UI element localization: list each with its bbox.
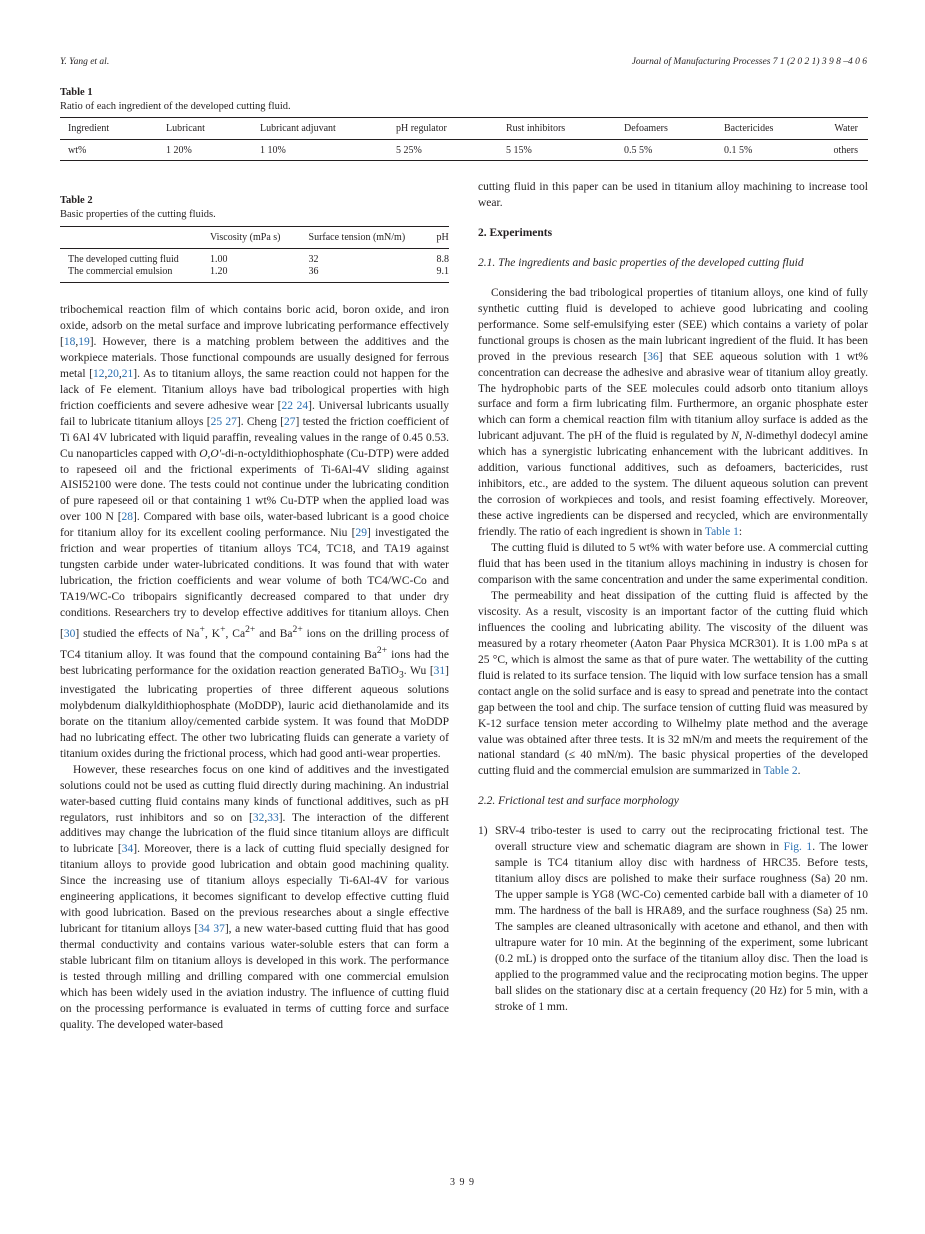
- subsection-heading: 2.2. Frictional test and surface morphology: [478, 795, 679, 808]
- citation-link[interactable]: 21: [121, 367, 134, 380]
- table1-cell: wt%: [68, 144, 87, 156]
- table2-cell: 8.8: [436, 253, 449, 265]
- left-column: [60, 303, 449, 1034]
- table-row: [60, 266, 449, 283]
- table1-cell: 5 15%: [506, 144, 532, 156]
- table1-caption: [60, 86, 291, 114]
- table2-cell: 32: [308, 253, 319, 265]
- table1-header: Lubricant: [158, 118, 252, 140]
- table1-link[interactable]: Table 1: [704, 526, 739, 539]
- table1-cell: 0.5 5%: [624, 144, 653, 156]
- citation-link[interactable]: 32: [252, 811, 265, 824]
- table1-cell: others: [833, 144, 858, 156]
- citation-link[interactable]: 34: [121, 843, 134, 856]
- table2: [60, 226, 449, 283]
- table2-header: [60, 227, 202, 249]
- citation-link[interactable]: 33: [267, 811, 279, 824]
- table1-cell: 5 25%: [396, 144, 422, 156]
- table-row: [60, 140, 868, 161]
- page-number: 3 9 9: [450, 1177, 475, 1188]
- citation-link[interactable]: 29: [355, 527, 368, 540]
- table2-header: Viscosity (mPa s): [202, 227, 301, 249]
- list-item: [478, 824, 868, 1015]
- running-header-journal: Journal of Manufacturing Processes 7 1 (2 0 2 1) 3 9 8 –4 0 6: [631, 57, 867, 67]
- table2-cell: 1.20: [209, 266, 228, 278]
- citation-link[interactable]: 25 27: [210, 415, 237, 428]
- table1-header: Ingredient: [60, 118, 158, 140]
- table1-header-row: [60, 118, 868, 140]
- citation-link[interactable]: 27: [284, 415, 296, 428]
- table2-cell: 9.1: [436, 266, 449, 278]
- running-header-authors: Y. Yang et al.: [60, 57, 110, 67]
- table1-caption-text: Ratio of each ingredient of the developed cutting fluid.: [60, 101, 291, 112]
- citation-link[interactable]: 19: [78, 335, 90, 348]
- paragraph: The cutting fluid is diluted to 5 wt% with water before use. A commercial cutting fluid that has been used in the titanium alloys machining in industry is chosen for comparison with the same concentration and under the same experimental condition.: [478, 542, 868, 586]
- paragraph: Considering the bad tribological properties of titanium alloys, one kind of fully synthetic cutting fluid is developed to achieve good lubricating and cooling performance. Some self-emulsifying ester (SEE) which contains a variety of polar functional groups is chosen as the main lubricant ingredient of the fluid. It has been proved in the previous research [36] that SEE aqueous solution with 1 wt% concentration can decrease the adhesive and abrasive wear of titanium alloy greatly. The hydrophobic parts of the SEE molecules could adsorb onto titanium alloys surface and form a firm lubricating film. Furthermore, an organic phosphate ester which can form a chemical reaction film with titanium alloy surface is added as the lubricant adjuvant. The pH of the fluid is regulated by N, N-dimethyl dodecyl amine which has a synergistic lubricating enhancement with the lubricant additives. In addition, various functional additives, such as defoamers, bactericides, rust inhibitors, etc., are added to the system. The diluent aqueous solution can prevent the corrosion of workpieces and tools, and resist foaming effectively. Moreover, these active ingredients can be dispersed and recycled, which are environmentally friendly. The ratio of each ingredient is shown in Table 1:: [478, 286, 869, 539]
- citation-link[interactable]: 34 37: [198, 923, 225, 936]
- citation-link[interactable]: 31: [433, 664, 446, 677]
- table1: [60, 117, 868, 161]
- table2-header: pH: [429, 227, 450, 249]
- table1-header: Lubricant adjuvant: [252, 118, 388, 140]
- table2-link[interactable]: Table 2: [763, 765, 798, 778]
- table2-header-row: [60, 227, 449, 249]
- figure1-link[interactable]: Fig. 1: [783, 841, 813, 854]
- table1-cell: 1 20%: [166, 144, 192, 156]
- citation-link[interactable]: 18: [63, 335, 76, 348]
- citation-link[interactable]: 12: [93, 367, 105, 380]
- table1-header: Bactericides: [716, 118, 824, 140]
- list-number: 1): [478, 825, 488, 838]
- table1-cell: 0.1 5%: [724, 144, 753, 156]
- citation-link[interactable]: 36: [647, 350, 659, 363]
- paragraph: The permeability and heat dissipation of the cutting fluid is affected by the viscosity. As a result, viscosity is an important factor of the cutting fluid which influences the cooling and lubricating ability. The viscosity of the diluent was measured by a rotary rheometer (Aaton Paar Physica MCR301). It is 1.00 mPa s at 25 °C, which is almost the same as that of pure water. The wettability of the cutting fluid is related to its surface tension. The liquid with low surface tension has a small contact angle on the solid surface and is easy to spread and penetrate into the contact gap between the tool and chip. The surface tension of cutting fluid was measured by K-12 surface tension meter according to Wilhelmy plate method and the average value was obtained after three tests. It is 32 mN/m and meets the requirement of the national standard (≤ 40 mN/m). The basic physical properties of the developed cutting fluid and the commercial emulsion are summarized in Table 2.: [478, 589, 868, 778]
- citation-link[interactable]: 28: [121, 511, 134, 524]
- table2-caption-text: Basic properties of the cutting fluids.: [60, 209, 216, 220]
- subsection-heading: 2.1. The ingredients and basic properties of the developed cutting fluid: [478, 256, 804, 269]
- table2-label: Table 2: [60, 195, 93, 206]
- table1-header: Water: [824, 118, 868, 140]
- table2-header: Surface tension (mN/m): [301, 227, 429, 249]
- section-heading: 2. Experiments: [478, 226, 553, 239]
- citation-link[interactable]: 20: [107, 367, 119, 380]
- citation-link[interactable]: 30: [63, 627, 76, 640]
- table1-label: Table 1: [60, 87, 93, 98]
- table-row: [60, 249, 449, 266]
- table1-cell: 1 10%: [260, 144, 286, 156]
- table2-caption: [60, 194, 216, 222]
- paragraph: tribochemical reaction film of which contains boric acid, boron oxide, and iron oxide, adsorb on the metal surface and improve lubricating performance effectively [18,19]. However, there is a matching problem between the additives and the workpiece materials. Those functional compounds are usually designed for ferrous metal [12,20,21]. As to titanium alloys, the same reaction could not happen for the lack of Fe element. Titanium alloys have bad tribological properties with high friction coefficients and severe adhesive wear [22 24]. Universal lubricants usually fail to lubricate titanium alloys [25 27]. Cheng [27] tested the friction coefficient of Ti 6Al 4V lubricated with liquid paraffin, revealing values in the range of 0.45 0.53. Cu nanoparticles capped with O,O′-di-n-octyldithiophosphate (Cu-DTP) were added to rapeseed oil and the frictional experiments of Ti-6Al-4V sliding against AISI52100 were done. The tests could not continue under the lubricating condition of pure rapeseed oil or that containing 1 wt% Cu-DTP when the applied load was over 100 N [28]. Compared with base oils, water-based lubricant is a good choice for titanium alloy for its excellent cooling performance. Niu [29] investigated the friction and wear properties of titanium alloys TC4, TC18, and TA19 against tungsten carbide under water-lubricated conditions. It was found that with water lubrication, the friction coefficients and wear volume of both TC4/WC-Co and TA19/WC-Co tribopairs significantly decreased compared to that under dry conditions. Researchers try to develop effective additives for titanium alloys. Chen [30] studied the effects of Na+, K+, $Ca^{2+}$ and $Ba^{2+}$ ions on the drilling process of TC4 titanium alloy. It was found that the compound containing $Ba^{2+}$ ions had the best lubricating performance for the oxidation reaction generated BaTiO$_3$. Wu [31] investigated the lubricating properties of three different aqueous solutions molybdenum dialkyldithiophosphate (MoDDP), lauric acid diethanolamide and its borate on the titanium alloy/cemented carbide system. It was found that MoDDP had no lubricating effect. The other two lubricating fluids can generate a variety of titanium oxides during the frictional process, which had good anti-wear properties.: [60, 304, 450, 760]
- table2-cell: The commercial emulsion: [68, 266, 173, 278]
- table1-header: Rust inhibitors: [498, 118, 616, 140]
- right-column: [478, 180, 868, 1016]
- table2-cell: 36: [308, 266, 319, 278]
- list-text: SRV-4 tribo-tester is used to carry out the reciprocating frictional test. The overall structure view and schematic diagram are shown in Fig. 1. The lower sample is TC4 titanium alloy disc with hardness of HRC35. Before tests, titanium alloy discs are polished to make their surface roughness (Sa) 20 nm. The upper sample is YG8 (WC-Co) cemented carbide ball with a diameter of 10 mm. The hardness of the ball is HRA89, and the surface roughness (Sa) 25 nm. The samples are cleaned ultrasonically with acetone and ethanol, and then with ultrapure water for 10 min. At the beginning of the experiment, some lubricant (0.2 mL) is dropped onto the surface of the titanium alloy disc. Then the load is applied to the programmed value and the reciprocating motion begins. The upper ball slides on the stationary disc at a certain frequency (20 Hz) for 5 min, with a stroke of 1 mm.: [495, 825, 869, 1013]
- table2-cell: 1.00: [209, 253, 228, 265]
- table2-cell: The developed cutting fluid: [68, 253, 179, 265]
- citation-link[interactable]: 22 24: [281, 399, 309, 412]
- paragraph: However, these researches focus on one kind of additives and the investigated solutions could not be used as cutting fluid directly during machining. An industrial water-based cutting fluid contains many kinds of functional additives, such as pH regulators, rust inhibitors and so on [32,33]. The interaction of the different additives may change the lubrication of the fluid since titanium alloys are difficult to lubricate [34]. Moreover, there is a lack of cutting fluid specially designed for titanium alloys to provide good lubrication and obtain good machining quality. Since the increasing use of titanium alloys especially Ti-6Al-4V for various engineering applications, it becomes significant to develop effective cutting fluid with good lubrication. Based on the previous researches about a single effective lubricant for titanium alloys [34 37], a new water-based cutting fluid that has good thermal conductivity and contains various water-soluble esters that can form a stable lubricant film on titanium alloys is developed in this work. The performance is tested through milling and drilling compared with one commercial emulsion which has been widely used in the aviation industry. The influence of cutting fluid on the processing performance is evaluated in terms of cutting force and surface quality. The developed water-based: [60, 763, 449, 1031]
- paragraph: cutting fluid in this paper can be used in titanium alloy machining to increase tool wear.: [478, 181, 868, 209]
- table1-header: pH regulator: [388, 118, 498, 140]
- table1-header: Defoamers: [616, 118, 716, 140]
